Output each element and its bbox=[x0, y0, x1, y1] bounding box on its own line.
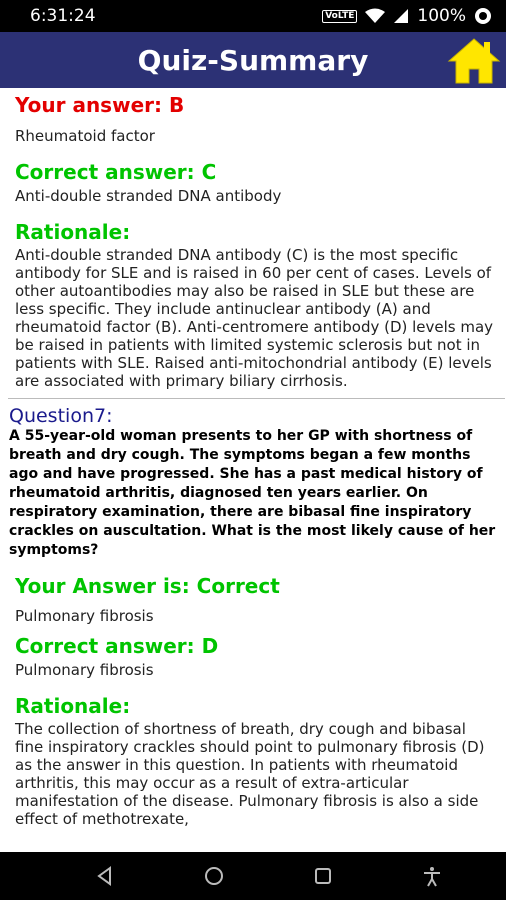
status-icons bbox=[322, 6, 492, 26]
signal-icon bbox=[393, 8, 409, 24]
page-title: Quiz-Summary bbox=[137, 43, 369, 77]
recents-icon[interactable] bbox=[312, 865, 334, 887]
app-bar bbox=[0, 32, 506, 88]
divider bbox=[8, 398, 505, 399]
rationale-heading: Rationale: bbox=[15, 220, 131, 244]
rationale-text-q7: The collection of shortness of breath, dry cough and bibasal fine inspiratory crackles should point to pulmonary fibrosis (D) as the answer in this question. In patients with rheumatoid arthritis, this may occur as a result of extra-articular manifestation of the disease. Pulmonary fibrosis is also a side effect of methotrexate, bbox=[15, 720, 485, 828]
your-answer-text-q7: Pulmonary fibrosis bbox=[15, 607, 154, 625]
quiz-summary-content[interactable] bbox=[0, 88, 506, 852]
question-label: Question7: bbox=[9, 405, 113, 427]
status-time: 6:31:24 bbox=[30, 6, 96, 26]
system-nav-bar bbox=[0, 852, 506, 900]
rationale-text: Anti-double stranded DNA antibody (C) is the most specific antibody for SLE and is raised in 60 per cent of cases. Levels of other autoantibodies may also be raised in SLE but these are less specific. They include antinuclear antibody (A) and rheumatoid factor (B). Anti-centromere antibody (D) levels may be raised in patients with limited systemic sclerosis but not in patients with SLE. Raised anti-mitochondrial antibody (E) levels are associated with primary biliary cirrhosis. bbox=[15, 246, 494, 390]
correct-answer-heading-q7: Correct answer: D bbox=[15, 634, 219, 658]
wifi-icon bbox=[365, 8, 385, 24]
your-answer-heading: Your answer: B bbox=[15, 93, 185, 117]
answer-result-heading: Your Answer is: Correct bbox=[15, 574, 280, 598]
question-text: A 55-year-old woman presents to her GP with shortness of breath and dry cough. The symptoms began a few months ago and have progressed. She has a past medical history of rheumatoid arthritis, diagnosed ten years earlier. On respiratory examination, there are bibasal fine inspiratory crackles on auscultation. What is the most likely cause of her symptoms? bbox=[9, 428, 496, 558]
volte-badge: VoLTE bbox=[322, 10, 357, 23]
home-icon bbox=[446, 36, 502, 86]
accessibility-icon[interactable] bbox=[421, 865, 443, 887]
status-bar bbox=[0, 0, 506, 32]
your-answer-text: Rheumatoid factor bbox=[15, 127, 155, 145]
home-button[interactable] bbox=[446, 36, 502, 86]
battery-icon bbox=[474, 7, 492, 25]
battery-percent: 100% bbox=[417, 6, 466, 26]
correct-answer-text-q7: Pulmonary fibrosis bbox=[15, 661, 154, 679]
correct-answer-text: Anti-double stranded DNA antibody bbox=[15, 187, 282, 205]
home-circle-icon[interactable] bbox=[203, 865, 225, 887]
rationale-heading-q7: Rationale: bbox=[15, 694, 131, 718]
correct-answer-heading: Correct answer: C bbox=[15, 160, 217, 184]
back-icon[interactable] bbox=[94, 865, 116, 887]
